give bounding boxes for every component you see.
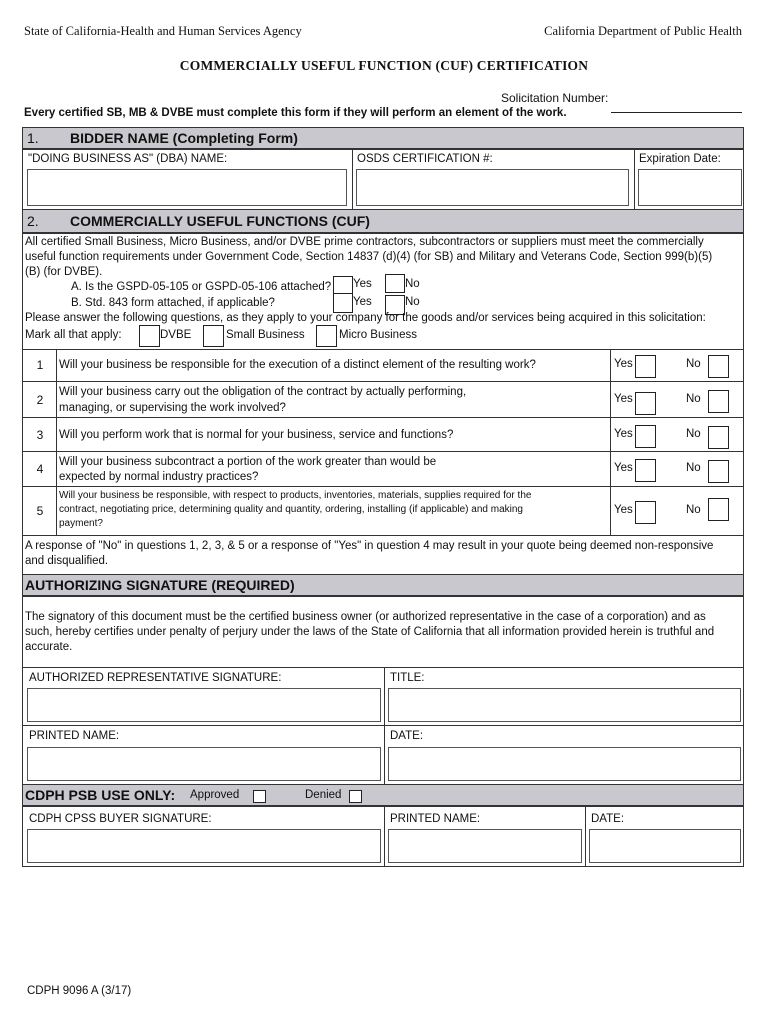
question-1-text: Will your business be responsible for the execution of a distinct element of the resulting work? [59,359,536,371]
question-5-no-label: No [686,504,701,516]
solicitation-number-label: Solicitation Number: [501,91,609,105]
question-4-no-label: No [686,462,701,474]
question-3-no-label: No [686,428,701,440]
item-b-no-label: No [405,296,420,308]
small-business-checkbox[interactable] [203,325,224,347]
question-1-yes-checkbox[interactable] [635,355,656,378]
item-a-no-checkbox[interactable] [385,274,405,293]
osds-cert-label: OSDS CERTIFICATION #: [357,153,493,165]
cdph-date-label: DATE: [591,813,625,825]
question-2-no-label: No [686,393,701,405]
form-number-footer: CDPH 9096 A (3/17) [27,985,132,997]
cdph-printed-name-input[interactable] [388,829,582,863]
denied-label: Denied [305,789,342,801]
expiration-date-input[interactable] [638,169,742,206]
section2-title: COMMERCIALLY USEFUL FUNCTIONS (CUF) [70,213,370,229]
question-2-number: 2 [36,393,44,407]
micro-business-label: Micro Business [339,329,417,341]
date-input[interactable] [388,747,741,781]
micro-business-checkbox[interactable] [316,325,337,347]
form-title: COMMERCIALLY USEFUL FUNCTION (CUF) CERTIFICATION [179,58,589,73]
department-name: California Department of Public Health [544,24,742,38]
question-1-number: 1 [36,358,44,372]
question-5-text-line3: payment? [59,518,103,529]
approved-label: Approved [190,789,240,801]
denied-checkbox[interactable] [349,790,362,803]
section2-body [22,233,744,350]
question-1-no-label: No [686,358,701,370]
signature-fields [22,667,744,785]
item-a-text: A. Is the GSPD-05-105 or GSPD-05-106 attached? [71,281,332,293]
dba-name-input[interactable] [27,169,347,206]
item-b-text: B. Std. 843 form attached, if applicable? [71,297,275,309]
question-5-text-line2: contract, negotiating price, determining quality and quantity, ordering, installing (if applicable) and making [59,504,523,515]
cdph-printed-name-label: PRINTED NAME: [390,813,481,825]
question-3-number: 3 [36,428,44,442]
osds-cert-input[interactable] [356,169,629,206]
signature-statement-line3: accurate. [25,641,73,653]
response-note-line1: A response of "No" in questions 1, 2, 3, & 5 or a response of "Yes" in question 4 may result in your quote being deemed non-responsive [25,540,714,552]
question-5-yes-label: Yes [614,504,633,516]
cuf-intro-line2: useful function requirements under Government Code, Section 14837 (d)(4) (for SB) and Military and Veterans Code, Section 999(b)(5) [25,251,713,263]
cdph-section-header [22,784,744,806]
cuf-intro-line3: (B) (for DVBE). [25,266,103,278]
form-notice: Every certified SB, MB & DVBE must complete this form if they will perform an element of the work. [24,107,567,119]
authorized-signature-input[interactable] [27,688,381,722]
buyer-signature-input[interactable] [27,829,381,863]
section1-title: BIDDER NAME (Completing Form) [70,130,298,146]
printed-name-input[interactable] [27,747,381,781]
printed-name-label: PRINTED NAME: [29,730,120,742]
dba-name-label: "DOING BUSINESS AS" (DBA) NAME: [28,153,228,165]
question-3-yes-label: Yes [614,428,633,440]
dvbe-checkbox[interactable] [139,325,160,347]
question-5-no-checkbox[interactable] [708,498,729,521]
section1-number: 1. [27,130,39,146]
question-4-no-checkbox[interactable] [708,460,729,483]
question-5-yes-checkbox[interactable] [635,501,656,524]
question-5-number: 5 [36,504,44,518]
section2-header [22,209,744,233]
agency-name: State of California-Health and Human Services Agency [24,24,302,38]
question-1-no-checkbox[interactable] [708,355,729,378]
cdph-section-title: CDPH PSB USE ONLY: [25,787,176,803]
response-note-line2: and disqualified. [25,555,109,567]
question-3-yes-checkbox[interactable] [635,425,656,448]
item-a-no-label: No [405,278,420,290]
question-4-text-line1: Will your business subcontract a portion of the work greater than would be [59,456,437,468]
question-5-text-line1: Will your business be responsible, with respect to products, inventories, materials, supplies required for the [59,490,532,501]
question-4-number: 4 [36,462,44,476]
response-note [22,535,744,575]
signature-statement-line2: such, hereby certifies under penalty of perjury under the laws of the State of California that all information provided herein is truthful and [25,626,715,638]
question-3-text: Will you perform work that is normal for your business, service and functions? [59,429,454,441]
item-a-yes-label: Yes [353,278,372,290]
signature-section-title: AUTHORIZING SIGNATURE (REQUIRED) [25,577,295,593]
signature-statement [22,596,744,668]
question-2-yes-checkbox[interactable] [635,392,656,415]
question-2-text-line1: Will your business carry out the obligation of the contract by actually performing, [59,386,467,398]
item-b-yes-label: Yes [353,296,372,308]
cdph-fields [22,806,744,867]
questions-table [22,349,744,536]
question-2-yes-label: Yes [614,393,633,405]
question-1-yes-label: Yes [614,358,633,370]
approved-checkbox[interactable] [253,790,266,803]
title-label: TITLE: [390,672,425,684]
section1-header [22,127,744,149]
section2-number: 2. [27,213,39,229]
solicitation-number-field[interactable] [611,112,742,113]
question-2-text-line2: managing, or supervising the work involved? [59,402,286,414]
item-b-yes-checkbox[interactable] [333,293,353,313]
signature-section-header [22,574,744,596]
signature-statement-line1: The signatory of this document must be the certified business owner (or authorized representative in the case of a corporation) and as [25,611,706,623]
question-4-text-line2: expected by normal industry practices? [59,471,259,483]
question-4-yes-checkbox[interactable] [635,459,656,482]
cdph-date-input[interactable] [589,829,741,863]
expiration-date-label: Expiration Date: [639,153,721,165]
small-business-label: Small Business [226,329,305,341]
question-2-no-checkbox[interactable] [708,390,729,413]
title-input[interactable] [388,688,741,722]
question-4-yes-label: Yes [614,462,633,474]
dvbe-label: DVBE [160,329,192,341]
date-label: DATE: [390,730,424,742]
authorized-signature-label: AUTHORIZED REPRESENTATIVE SIGNATURE: [29,672,282,684]
section1-body [22,149,744,210]
cuf-intro-line1: All certified Small Business, Micro Business, and/or DVBE prime contractors, subcontractors or suppliers must meet the commercially [25,236,704,248]
mark-all-label: Mark all that apply: [25,329,122,341]
answer-instruction: Please answer the following questions, as they apply to your company for the goods and/or services being acquired in this solicitation: [25,312,706,324]
buyer-signature-label: CDPH CPSS BUYER SIGNATURE: [29,813,212,825]
question-3-no-checkbox[interactable] [708,426,729,449]
